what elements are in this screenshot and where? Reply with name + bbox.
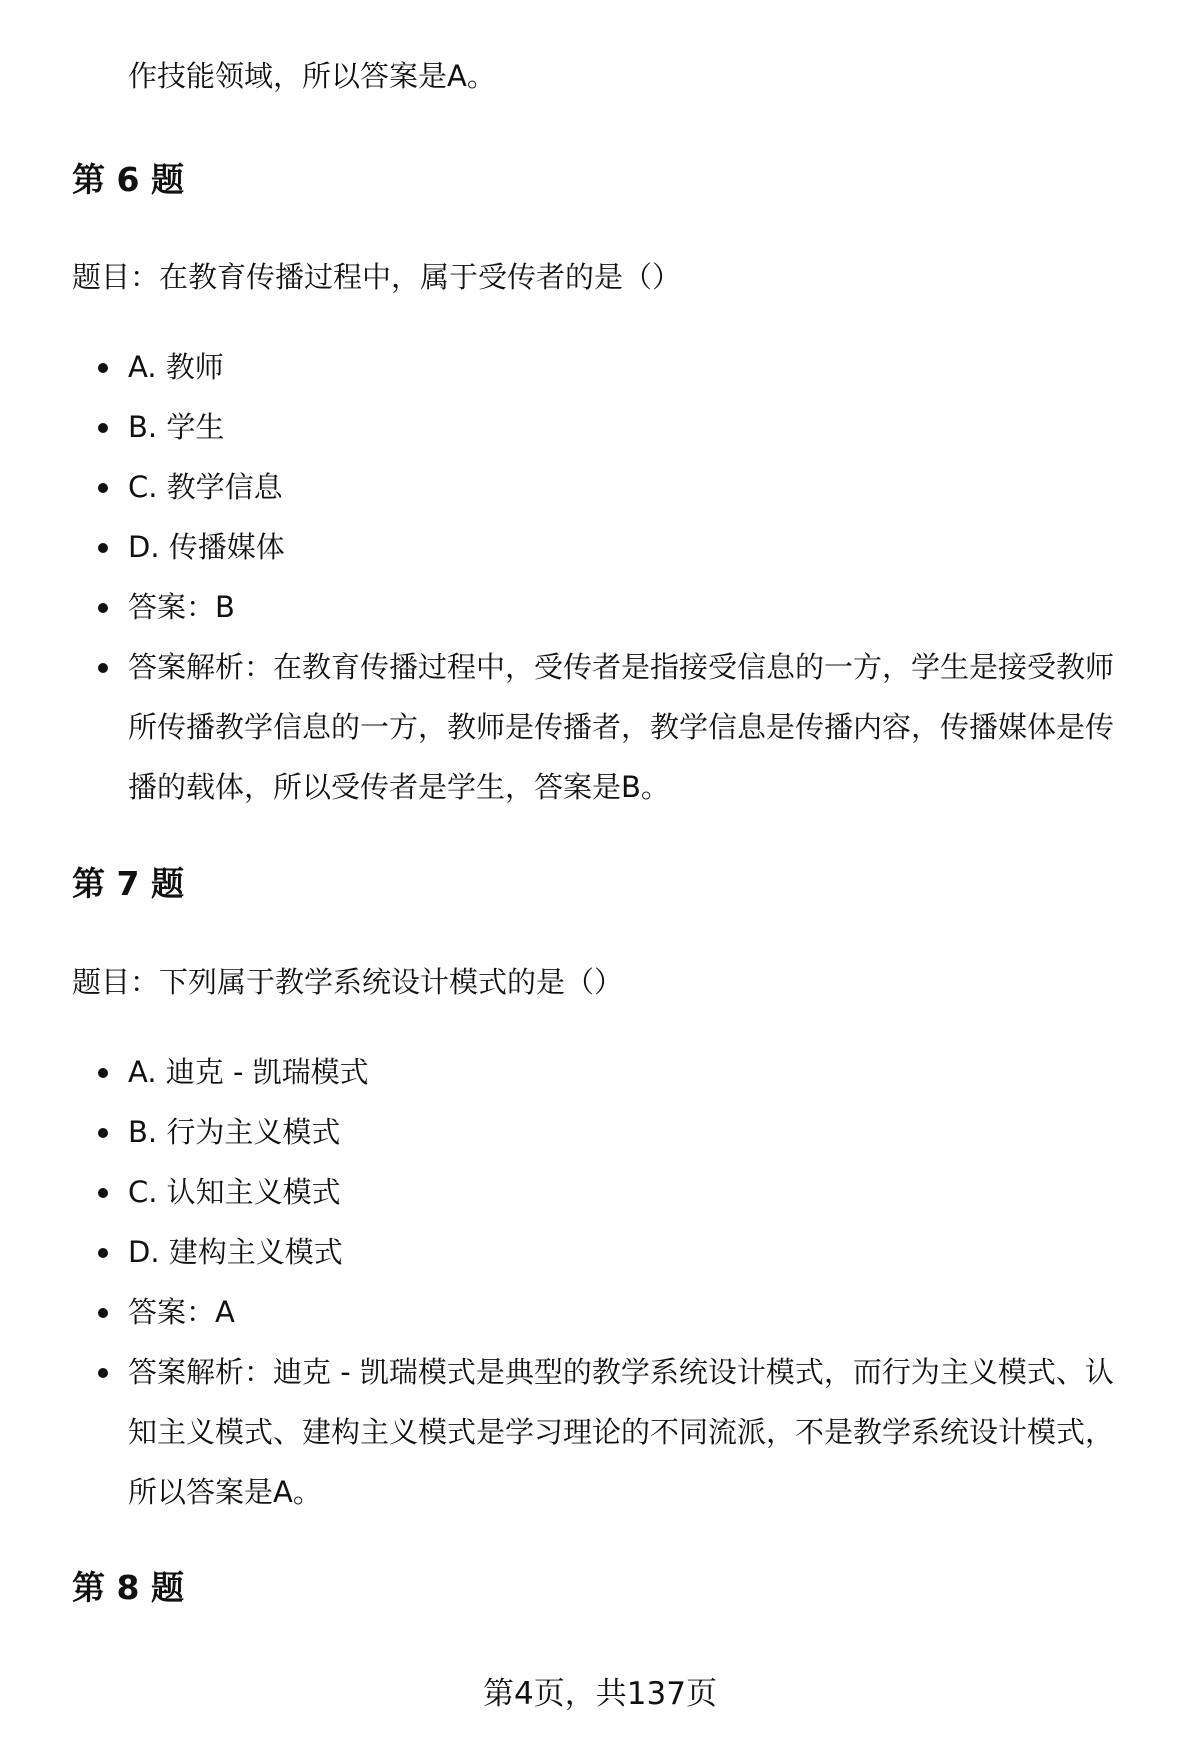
option-a xyxy=(0,337,1200,397)
option-b xyxy=(0,1102,1200,1162)
option-d xyxy=(0,517,1200,577)
explanation-text: 答案解析：在教育传播过程中，受传者是指接受信息的一方，学生是接受教师所传播教学信息的一方，教师是传播者，教学信息是传播内容，传播媒体是传播的载体，所以受传者是学生，答案是B。 xyxy=(128,650,1115,804)
option-text: C. 认知主义模式 xyxy=(128,1175,341,1209)
question-list-7 xyxy=(0,1042,1200,1522)
option-b xyxy=(0,397,1200,457)
answer-line xyxy=(0,577,1200,637)
bullet-icon xyxy=(98,1068,108,1078)
bullet-icon xyxy=(98,483,108,493)
question-heading-8: 第 8 题 xyxy=(72,1568,184,1607)
continuation-text: 作技能领域，所以答案是A。 xyxy=(128,59,496,93)
bullet-icon xyxy=(98,1368,108,1378)
explanation-line xyxy=(0,1342,1200,1522)
bullet-icon xyxy=(98,1248,108,1258)
option-text: B. 学生 xyxy=(128,410,225,444)
question-stem-6: 题目：在教育传播过程中，属于受传者的是（） xyxy=(72,260,682,294)
answer-text: 答案：B xyxy=(128,590,235,624)
bullet-icon xyxy=(98,423,108,433)
option-c xyxy=(0,457,1200,517)
option-a xyxy=(0,1042,1200,1102)
page-footer: 第4页，共137页 xyxy=(483,1676,717,1712)
option-text: D. 传播媒体 xyxy=(128,530,285,564)
option-d xyxy=(0,1222,1200,1282)
question-stem-7: 题目：下列属于教学系统设计模式的是（） xyxy=(72,965,624,999)
answer-text: 答案：A xyxy=(128,1295,235,1329)
bullet-icon xyxy=(98,663,108,673)
question-heading-7: 第 7 题 xyxy=(72,864,184,903)
bullet-icon xyxy=(98,1308,108,1318)
option-text: D. 建构主义模式 xyxy=(128,1235,343,1269)
option-text: B. 行为主义模式 xyxy=(128,1115,341,1149)
question-list-6 xyxy=(0,337,1200,817)
option-text: A. 迪克 - 凯瑞模式 xyxy=(128,1055,369,1089)
option-text: C. 教学信息 xyxy=(128,470,283,504)
bullet-icon xyxy=(98,1128,108,1138)
question-heading-6: 第 6 题 xyxy=(72,160,184,199)
bullet-icon xyxy=(98,603,108,613)
explanation-text: 答案解析：迪克 - 凯瑞模式是典型的教学系统设计模式，而行为主义模式、认知主义模式、建构主义模式是学习理论的不同流派，不是教学系统设计模式，所以答案是A。 xyxy=(128,1355,1115,1509)
option-c xyxy=(0,1162,1200,1222)
answer-line xyxy=(0,1282,1200,1342)
option-text: A. 教师 xyxy=(128,350,224,384)
explanation-line xyxy=(0,637,1200,817)
bullet-icon xyxy=(98,363,108,373)
bullet-icon xyxy=(98,1188,108,1198)
bullet-icon xyxy=(98,543,108,553)
